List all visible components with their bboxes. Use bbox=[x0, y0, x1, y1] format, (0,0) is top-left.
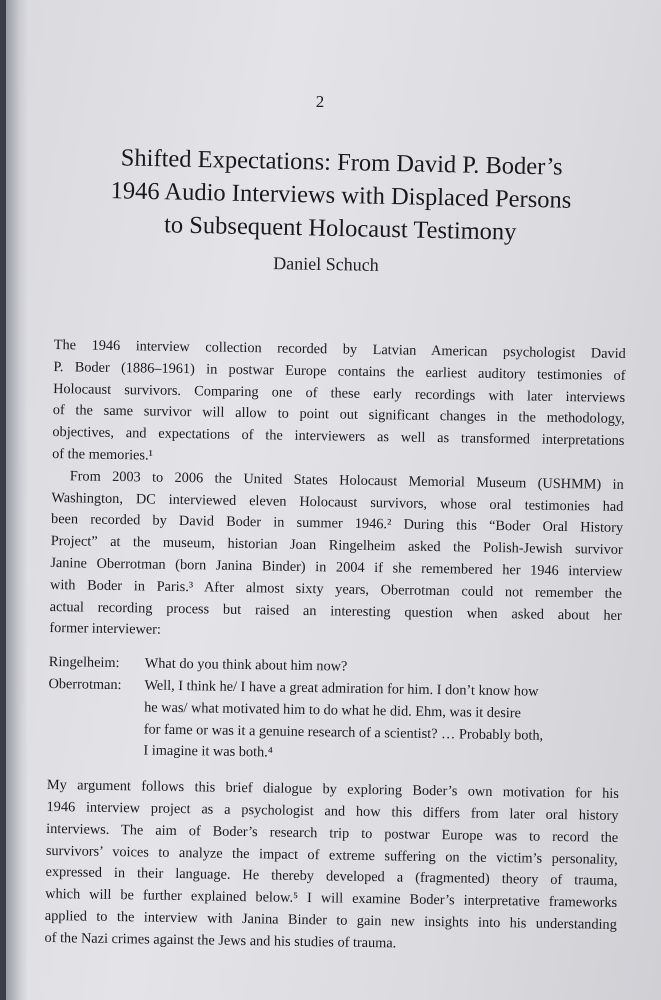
title-line: 1946 Audio Interviews with Displaced Persons bbox=[110, 177, 572, 214]
text-line: been recorded by David Boder in summer 1946.² During this “Boder Oral History bbox=[50, 511, 624, 537]
text-line: 1946 interview project as a psychologist and how this differs from later oral history bbox=[46, 798, 619, 824]
text-line: which will be further explained below.⁵ I will examine Boder’s interpretative frameworks bbox=[45, 886, 618, 912]
interview-dialogue bbox=[47, 652, 621, 770]
text-line: for fame or was it a genuine research of a scientist? … Probably both, bbox=[143, 721, 544, 744]
text-line: expressed in their language. He thereby developed a (fragmented) theory of trauma, bbox=[45, 864, 618, 890]
paragraph-1 bbox=[52, 335, 626, 475]
text-line: objectives, and expectations of the interviewers as well as transformed interpretations bbox=[52, 424, 625, 450]
text-line: My argument follows this brief dialogue by exploring Boder’s own motivation for his bbox=[46, 777, 619, 803]
text-line: Holocaust survivors. Comparing one of these early recordings with later interviews bbox=[53, 380, 626, 406]
dialogue-row bbox=[47, 674, 620, 770]
speaker-label: Ringelheim: bbox=[48, 654, 120, 672]
text-line: interviews. The aim of Boder’s research trip to postwar Europe was to record the bbox=[46, 820, 619, 846]
text-line: Project” at the museum, historian Joan Ringelheim asked the Polish-Jewish survivor bbox=[50, 533, 623, 559]
book-page bbox=[6, 0, 661, 1000]
body-text bbox=[44, 335, 626, 958]
text-line: Well, I think he/ I have a great admiration for him. I don’t know how bbox=[144, 677, 539, 700]
text-line: Washington, DC interviewed eleven Holocaust survivors, whose oral testimonies had bbox=[51, 489, 624, 515]
speaker-label: Oberrotman: bbox=[48, 675, 122, 694]
text-line: of the memories.¹ bbox=[52, 445, 154, 464]
title-line: to Subsequent Holocaust Testimony bbox=[163, 211, 517, 246]
text-line: with Boder in Paris.³ After almost sixty years, Oberrotman could not remember the bbox=[49, 576, 623, 602]
chapter-number: 2 bbox=[315, 92, 325, 111]
utterance bbox=[143, 675, 620, 770]
author-name: Daniel Schuch bbox=[273, 253, 379, 275]
chapter-title bbox=[55, 140, 627, 251]
page-gutter-shadow bbox=[6, 0, 28, 1000]
text-line: survivors’ voices to analyze the impact of extreme suffering on the victim’s personality, bbox=[45, 842, 618, 868]
text-line: of the same survivor will allow to point out significant changes in the methodology, bbox=[52, 402, 625, 428]
text-line: of the Nazi crimes against the Jews and his studies of trauma. bbox=[44, 929, 397, 952]
paragraph-3 bbox=[44, 775, 619, 958]
text-line: applied to the interview with Janina Binder to gain new insights into his understanding bbox=[44, 907, 617, 933]
text-line: former interviewer: bbox=[49, 620, 162, 639]
text-line: What do you think about him now? bbox=[144, 655, 348, 675]
text-line: From 2003 to 2006 the United States Holocaust Memorial Museum (USHMM) in bbox=[69, 468, 624, 493]
title-line: Shifted Expectations: From David P. Boder’s bbox=[120, 144, 563, 181]
text-line: I imagine it was both.⁴ bbox=[143, 742, 273, 761]
text-line: Janine Oberrotman (born Janina Binder) in 2004 if she remembered her 1946 interview bbox=[50, 554, 623, 580]
text-line: he was/ what motivated him to do what he did. Ehm, was it desire bbox=[144, 699, 522, 722]
text-line: The 1946 interview collection recorded by Latvian American psychologist David bbox=[53, 336, 626, 362]
paragraph-2 bbox=[49, 466, 624, 649]
text-line: actual recording process but raised an interesting question when asked about her bbox=[49, 598, 622, 624]
text-line: P. Boder (1886–1961) in postwar Europe contains the earliest auditory testimonies of bbox=[53, 358, 626, 384]
